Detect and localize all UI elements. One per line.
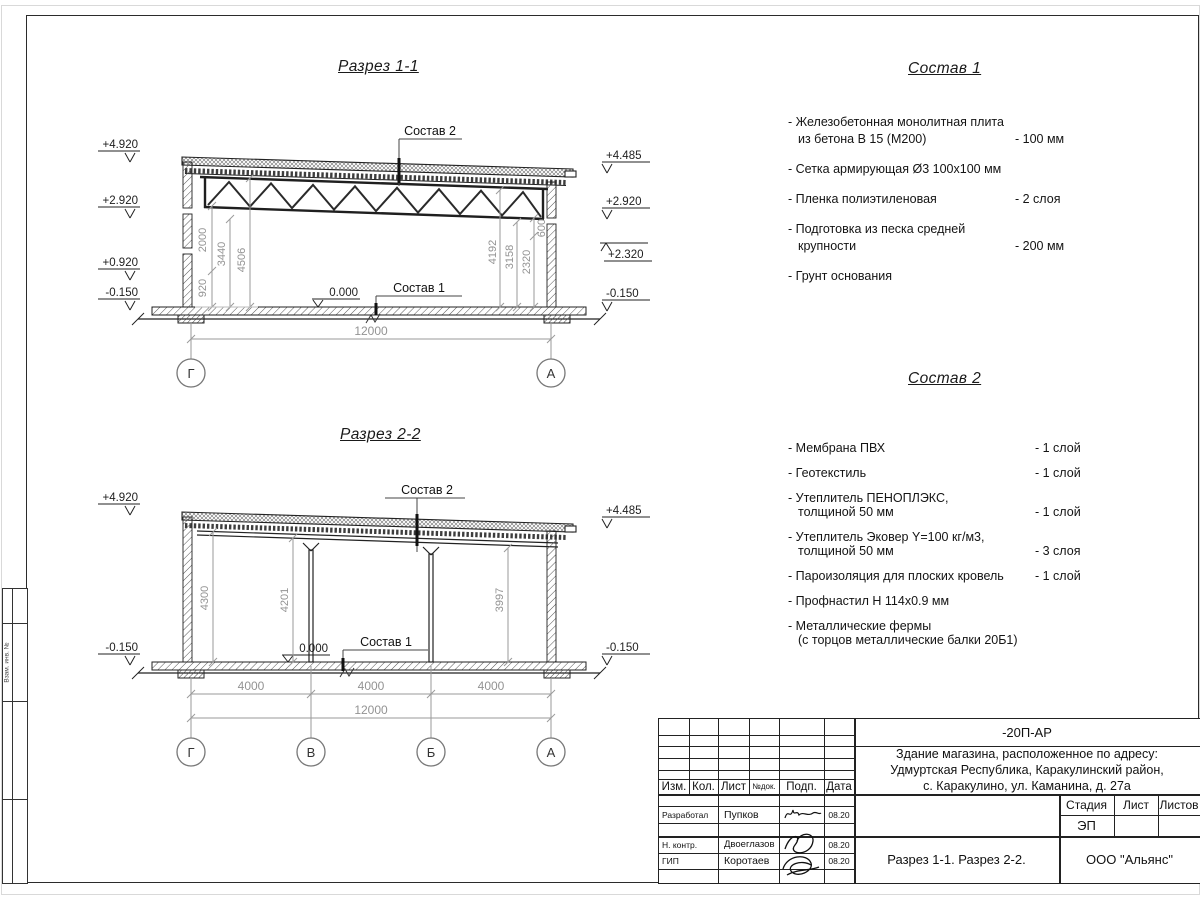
- col-header-izm: Изм.: [661, 780, 687, 793]
- dim-label: 2000: [197, 227, 209, 253]
- grid-axis-label: Г: [187, 366, 195, 381]
- role-gip: ГИП: [662, 856, 679, 866]
- role-developer: Разработал: [662, 809, 709, 820]
- span-dim-label: 4000: [477, 679, 505, 693]
- callout-floor-label: Состав 1: [393, 281, 445, 295]
- grid-axis-label: А: [546, 366, 556, 381]
- section-2-2-drawing: [98, 483, 650, 766]
- elevation-label: +4.485: [606, 505, 642, 517]
- composition-1-list: [788, 114, 1090, 298]
- grid-axis-label: Б: [426, 745, 436, 760]
- signature-developer: [781, 805, 823, 823]
- zero-level-label: 0.000: [329, 287, 358, 299]
- project-name: Здание магазина, расположенное по адресу: Удмуртская Республика, Каракулинский район, с. Каракулино, ул. Каманина, д. 27а: [890, 747, 1164, 793]
- dim-label: 2320: [521, 249, 533, 275]
- name-ncontrol: Двоеглазов: [724, 839, 775, 850]
- list-item: - Профнастил Н 114х0.9 мм: [788, 594, 950, 608]
- composition-2-title: Состав 2: [908, 370, 982, 387]
- elevation-marks-right: [600, 150, 652, 311]
- date-ncontrol: 08.20: [828, 839, 850, 850]
- callout-roof-label: Состав 2: [401, 483, 453, 497]
- name-gip: Коротаев: [724, 855, 770, 867]
- list-item: - Металлические фермы (с торцов металлические балки 20Б1): [788, 619, 1018, 647]
- elevation-label: +0.920: [102, 257, 138, 269]
- dim-label: 4506: [236, 247, 248, 273]
- zero-level-label: 0.000: [299, 643, 328, 655]
- list-item: - Пленка полиэтиленовая - 2 слоя: [788, 192, 1061, 206]
- list-item: - Утеплитель Эковер Y=100 кг/м3, толщиной 50 мм - 3 слоя: [788, 530, 1081, 558]
- span-dim-label: 12000: [354, 703, 388, 717]
- callout-floor-label: Состав 1: [360, 635, 412, 649]
- list-item: - Пароизоляция для плоских кровель - 1 слой: [788, 569, 1081, 583]
- elevation-label: +4.920: [102, 139, 138, 151]
- grid-axis-label: А: [546, 745, 556, 760]
- role-ncontrol: Н. контр.: [662, 839, 698, 850]
- sheet-title: Разрез 1-1. Разрез 2-2.: [887, 852, 1026, 867]
- name-developer: Пупков: [724, 808, 759, 821]
- elevation-label: +4.485: [606, 150, 642, 162]
- dim-label: 3440: [216, 241, 228, 267]
- dim-label: 3158: [504, 244, 516, 270]
- list-item: - Геотекстиль - 1 слой: [788, 466, 1081, 480]
- list-item: - Мембрана ПВХ - 1 слой: [788, 441, 1081, 455]
- dim-label: 600: [536, 218, 548, 238]
- elevation-marks-left: [98, 139, 140, 310]
- elevation-label: -0.150: [105, 287, 138, 299]
- col-header-list: Лист: [721, 780, 746, 793]
- sheet-header: Лист: [1122, 797, 1150, 812]
- elevation-label: +4.920: [102, 492, 138, 504]
- col-header-podp: Подп.: [786, 780, 817, 793]
- list-item: - Железобетонная монолитная плита из бетона В 15 (М200) - 100 мм: [788, 115, 1065, 146]
- section-1-1-drawing: [98, 124, 652, 387]
- col-header-kol: Кол.: [692, 780, 715, 793]
- list-item: - Грунт основания: [788, 269, 893, 283]
- document-code: -20П-АР: [1002, 725, 1052, 740]
- list-item: - Подготовка из песка средней крупности - 200 мм: [788, 222, 1065, 253]
- elevation-label: -0.150: [606, 288, 639, 300]
- company-name: ООО "Альянс": [1086, 852, 1173, 867]
- side-stamp: [2, 588, 28, 884]
- date-developer: 08.20: [828, 809, 850, 820]
- composition-1-title: Состав 1: [908, 60, 982, 77]
- grid-axis-label: Г: [187, 745, 195, 760]
- list-item: - Сетка армирующая Ø3 100х100 мм: [788, 162, 1002, 176]
- span-dim-label: 4000: [237, 679, 265, 693]
- composition-2-list: [788, 441, 1090, 658]
- elevation-marks-left: [98, 492, 140, 665]
- title-block: [658, 718, 1200, 884]
- elevation-label: +2.320: [608, 249, 644, 261]
- dim-label: 4300: [199, 585, 211, 611]
- span-dim-label: 4000: [357, 679, 385, 693]
- stage-header: Стадия: [1066, 797, 1107, 812]
- list-item: - Утеплитель ПЕНОПЛЭКС, толщиной 50 мм - 1 слой: [788, 491, 1081, 519]
- section-1-title: Разрез 1-1: [338, 58, 419, 75]
- grid-axis-label: В: [306, 745, 316, 760]
- dim-label: 920: [197, 278, 209, 298]
- elevation-label: +2.920: [606, 196, 642, 208]
- elevation-marks-right: [602, 505, 650, 665]
- sheets-header: Листов: [1159, 797, 1199, 812]
- side-stamp-label: Взам. инв. №: [3, 642, 11, 683]
- col-header-ndok: №док.: [752, 782, 776, 791]
- span-dim-label: 12000: [354, 324, 388, 338]
- signature-gip: [777, 829, 825, 881]
- elevation-label: -0.150: [606, 642, 639, 654]
- elevation-label: -0.150: [105, 642, 138, 654]
- dim-label: 4201: [279, 587, 291, 613]
- elevation-label: +2.920: [102, 195, 138, 207]
- dim-label: 3997: [494, 587, 506, 613]
- col-header-data: Дата: [826, 780, 852, 793]
- date-gip: 08.20: [828, 856, 850, 866]
- section-2-title: Разрез 2-2: [340, 426, 421, 443]
- stage-value: ЭП: [1077, 818, 1096, 833]
- dim-label: 4192: [487, 239, 499, 265]
- callout-roof-label: Состав 2: [404, 124, 456, 138]
